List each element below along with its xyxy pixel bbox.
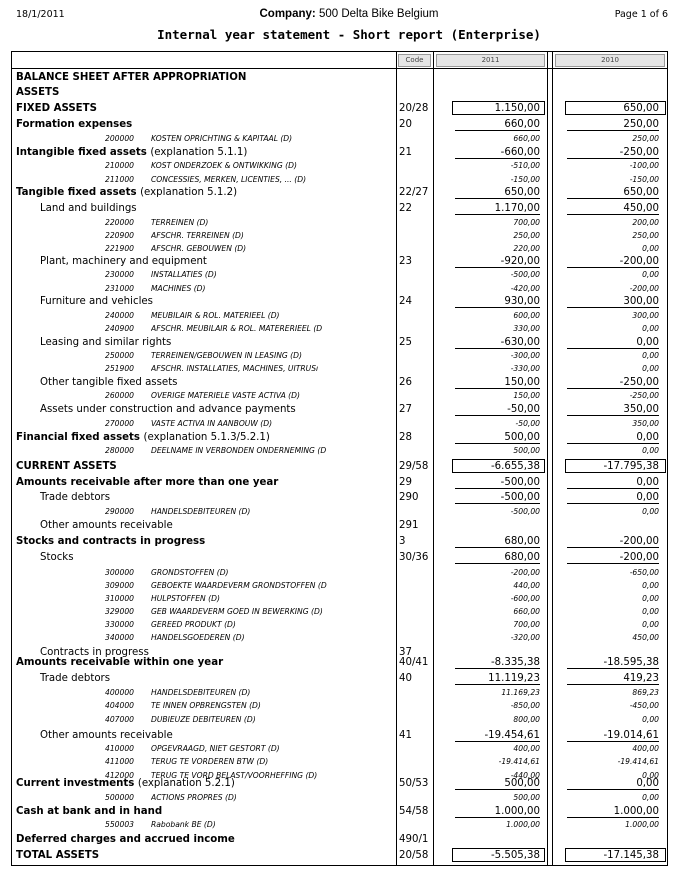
account-amount-2011: 660,00 bbox=[513, 607, 540, 616]
account-amount-2010: 0,00 bbox=[642, 620, 659, 629]
amount-2011: 500,00 bbox=[455, 778, 540, 790]
amount-2010: -200,00 bbox=[567, 256, 659, 268]
account-number: 280000 bbox=[105, 446, 134, 455]
account-amount-2010: 250,00 bbox=[632, 231, 659, 240]
page-indicator: Page 1 of 6 bbox=[614, 9, 668, 20]
account-amount-2011: 500,00 bbox=[513, 793, 540, 802]
account-amount-2010: 0,00 bbox=[642, 771, 659, 780]
account-amount-2010: 1.000,00 bbox=[625, 820, 659, 829]
row-label-text: Intangible fixed assets bbox=[16, 147, 147, 158]
header-divider bbox=[11, 68, 668, 69]
company-heading bbox=[0, 8, 698, 20]
row-label bbox=[16, 834, 235, 845]
row-label bbox=[16, 477, 278, 488]
column-header-code: Code bbox=[398, 54, 431, 67]
account-amount-2010: -250,00 bbox=[629, 391, 659, 400]
account-description: ACTIONS PROPRES (D) bbox=[151, 793, 237, 802]
account-description: Rabobank BE (D) bbox=[151, 820, 216, 829]
amount-2011: -500,00 bbox=[455, 477, 540, 489]
account-amount-2010: 0,00 bbox=[642, 446, 659, 455]
account-number: 200000 bbox=[105, 134, 134, 143]
row-code: 3 bbox=[399, 536, 406, 547]
account-amount-2010: 250,00 bbox=[632, 134, 659, 143]
amount-2011: -630,00 bbox=[455, 337, 540, 349]
account-description: TERREINEN/GEBOUWEN IN LEASING (D) bbox=[151, 351, 302, 360]
account-amount-2010: 0,00 bbox=[642, 581, 659, 590]
column-header-2010: 2010 bbox=[555, 54, 665, 67]
account-number: 221900 bbox=[105, 244, 134, 253]
row-code: 29 bbox=[399, 477, 412, 488]
row-code: 21 bbox=[399, 147, 412, 158]
account-amount-2011: -500,00 bbox=[510, 270, 540, 279]
amount-2011: -660,00 bbox=[455, 147, 540, 159]
row-label bbox=[40, 404, 296, 415]
account-amount-2011: 660,00 bbox=[513, 134, 540, 143]
row-label bbox=[40, 256, 207, 267]
row-explanation-note: (explanation 5.1.2) bbox=[140, 187, 238, 198]
column-separator bbox=[547, 51, 548, 866]
row-code: 20/28 bbox=[399, 103, 429, 114]
row-code: 50/53 bbox=[399, 778, 429, 789]
account-number: 230000 bbox=[105, 270, 134, 279]
account-number: 251900 bbox=[105, 364, 134, 373]
amount-2011: 680,00 bbox=[455, 536, 540, 548]
row-label bbox=[16, 850, 99, 861]
row-label-text: Contracts in progress bbox=[40, 647, 149, 658]
row-label-text: Other amounts receivable bbox=[40, 730, 173, 741]
amount-2010: -200,00 bbox=[567, 536, 659, 548]
row-code: 28 bbox=[399, 432, 412, 443]
row-label bbox=[16, 119, 132, 130]
account-description: TERUG TE VORD BELAST/VOORHEFFING (D) bbox=[151, 771, 318, 780]
amount-2011: -920,00 bbox=[455, 256, 540, 268]
account-description: KOST ONDERZOEK & ONTWIKKING (D) bbox=[151, 161, 297, 170]
account-amount-2011: -500,00 bbox=[510, 507, 540, 516]
account-amount-2010: 0,00 bbox=[642, 351, 659, 360]
row-code: 54/58 bbox=[399, 806, 429, 817]
row-code: 37 bbox=[399, 647, 412, 658]
row-label-text: Tangible fixed assets bbox=[16, 187, 137, 198]
account-number: 211000 bbox=[105, 175, 134, 184]
amount-2010: -19.014,61 bbox=[567, 730, 659, 742]
account-description: HANDELSDEBITEUREN (D) bbox=[151, 507, 251, 516]
amount-2011: 1.000,00 bbox=[455, 806, 540, 818]
account-number: 210000 bbox=[105, 161, 134, 170]
column-header-2011: 2011 bbox=[436, 54, 545, 67]
account-number: 240000 bbox=[105, 311, 134, 320]
row-label bbox=[40, 203, 137, 214]
amount-2010: 0,00 bbox=[567, 492, 659, 504]
account-number: 500000 bbox=[105, 793, 134, 802]
account-description: GEBOEKTE WAARDEVERM GRONDSTOFFEN (D bbox=[151, 581, 327, 590]
column-separator bbox=[396, 51, 397, 866]
row-label-text: CURRENT ASSETS bbox=[16, 461, 117, 472]
row-explanation-note: (explanation 5.2.1) bbox=[137, 778, 235, 789]
account-amount-2011: -320,00 bbox=[510, 633, 540, 642]
account-description: MACHINES (D) bbox=[151, 284, 206, 293]
account-description: DUBIEUZE DEBITEUREN (D) bbox=[151, 715, 256, 724]
row-code: 40 bbox=[399, 673, 412, 684]
account-number: 550003 bbox=[105, 820, 134, 829]
amount-2010: -250,00 bbox=[567, 147, 659, 159]
account-amount-2010: 0,00 bbox=[642, 507, 659, 516]
account-description: KOSTEN OPRICHTING & KAPITAAL (D) bbox=[151, 134, 293, 143]
account-number: 220900 bbox=[105, 231, 134, 240]
account-description: VASTE ACTIVA IN AANBOUW (D) bbox=[151, 419, 273, 428]
account-description: TERREINEN (D) bbox=[151, 218, 209, 227]
account-amount-2011: -600,00 bbox=[510, 594, 540, 603]
row-label bbox=[16, 147, 247, 158]
row-label-text: Formation expenses bbox=[16, 119, 133, 130]
account-amount-2011: 500,00 bbox=[513, 446, 540, 455]
row-label-text: Other tangible fixed assets bbox=[40, 377, 178, 388]
row-code: 20/58 bbox=[399, 850, 429, 861]
account-number: 270000 bbox=[105, 419, 134, 428]
account-amount-2011: 150,00 bbox=[513, 391, 540, 400]
account-amount-2010: 0,00 bbox=[642, 594, 659, 603]
account-description: HANDELSDEBITEUREN (D) bbox=[151, 688, 251, 697]
account-amount-2010: -200,00 bbox=[629, 284, 659, 293]
row-label-text: ASSETS bbox=[16, 87, 60, 98]
account-number: 300000 bbox=[105, 568, 134, 577]
account-number: 290000 bbox=[105, 507, 134, 516]
account-description: MEUBILAIR & ROL. MATERIEEL (D) bbox=[151, 311, 280, 320]
amount-2010: 1.000,00 bbox=[567, 806, 659, 818]
amount-2011: -50,00 bbox=[455, 404, 540, 416]
account-amount-2011: 250,00 bbox=[513, 231, 540, 240]
amount-2011: 930,00 bbox=[455, 296, 540, 308]
account-amount-2011: -150,00 bbox=[510, 175, 540, 184]
row-label bbox=[16, 806, 162, 817]
row-label bbox=[16, 657, 223, 668]
report-date: 18/1/2011 bbox=[16, 9, 65, 20]
account-number: 412000 bbox=[105, 771, 134, 780]
account-amount-2011: 400,00 bbox=[513, 744, 540, 753]
account-amount-2011: 440,00 bbox=[513, 581, 540, 590]
account-amount-2011: -200,00 bbox=[510, 568, 540, 577]
amount-2011: 660,00 bbox=[455, 119, 540, 131]
row-code: 490/1 bbox=[399, 834, 429, 845]
account-amount-2010: 0,00 bbox=[642, 793, 659, 802]
account-amount-2011: 700,00 bbox=[513, 620, 540, 629]
account-amount-2011: 600,00 bbox=[513, 311, 540, 320]
account-amount-2011: 700,00 bbox=[513, 218, 540, 227]
amount-2010: 0,00 bbox=[567, 778, 659, 790]
account-number: 260000 bbox=[105, 391, 134, 400]
row-code: 26 bbox=[399, 377, 412, 388]
row-label-text: Land and buildings bbox=[40, 203, 137, 214]
amount-2010: 250,00 bbox=[567, 119, 659, 131]
row-label bbox=[16, 187, 237, 198]
account-description: AFSCHR. TERREINEN (D) bbox=[151, 231, 244, 240]
account-description: GEREED PRODUKT (D) bbox=[151, 620, 236, 629]
amount-2011: 650,00 bbox=[455, 187, 540, 199]
account-amount-2011: -19.414,61 bbox=[498, 757, 540, 766]
row-label bbox=[40, 552, 74, 563]
account-description: AFSCHR. MEUBILAIR & ROL. MATERERIEEL (D bbox=[151, 324, 323, 333]
row-label-text: TOTAL ASSETS bbox=[16, 850, 100, 861]
account-amount-2011: -420,00 bbox=[510, 284, 540, 293]
row-label bbox=[40, 520, 173, 531]
account-number: 310000 bbox=[105, 594, 134, 603]
row-label bbox=[16, 432, 270, 443]
amount-2011: 11.119,23 bbox=[455, 673, 540, 685]
amount-2010: -200,00 bbox=[567, 552, 659, 564]
amount-2010: 0,00 bbox=[567, 477, 659, 489]
amount-2011: -6.655,38 bbox=[490, 461, 540, 472]
amount-2011: 500,00 bbox=[455, 432, 540, 444]
row-code: 25 bbox=[399, 337, 412, 348]
amount-2010: 650,00 bbox=[567, 187, 659, 199]
account-number: 340000 bbox=[105, 633, 134, 642]
account-amount-2010: -100,00 bbox=[629, 161, 659, 170]
row-label-text: Furniture and vehicles bbox=[40, 296, 153, 307]
row-label-text: Plant, machinery and equipment bbox=[40, 256, 207, 267]
amount-2010: 0,00 bbox=[567, 337, 659, 349]
account-amount-2010: 450,00 bbox=[632, 633, 659, 642]
account-amount-2010: 0,00 bbox=[642, 715, 659, 724]
row-code: 291 bbox=[399, 520, 419, 531]
row-label bbox=[16, 103, 97, 114]
row-label bbox=[40, 337, 171, 348]
row-label-text: Leasing and similar rights bbox=[40, 337, 172, 348]
row-label bbox=[16, 536, 205, 547]
row-label-text: Assets under construction and advance payments bbox=[40, 404, 296, 415]
row-label bbox=[40, 673, 110, 684]
row-code: 290 bbox=[399, 492, 419, 503]
row-label-text: BALANCE SHEET AFTER APPROPRIATION bbox=[16, 72, 247, 83]
row-code: 41 bbox=[399, 730, 412, 741]
account-amount-2010: 0,00 bbox=[642, 364, 659, 373]
account-description: HULPSTOFFEN (D) bbox=[151, 594, 220, 603]
amount-2011: 1.170,00 bbox=[455, 203, 540, 215]
amount-2010: 300,00 bbox=[567, 296, 659, 308]
account-amount-2011: -510,00 bbox=[510, 161, 540, 170]
row-code: 30/36 bbox=[399, 552, 429, 563]
account-description: GRONDSTOFFEN (D) bbox=[151, 568, 229, 577]
account-number: 240900 bbox=[105, 324, 134, 333]
report-title: Internal year statement - Short report (Enterprise) bbox=[157, 27, 541, 42]
account-amount-2010: -650,00 bbox=[629, 568, 659, 577]
row-label bbox=[40, 296, 153, 307]
amount-2011: -500,00 bbox=[455, 492, 540, 504]
amount-2010: 419,23 bbox=[567, 673, 659, 685]
amount-2010: 650,00 bbox=[623, 103, 659, 114]
account-description: CONCESSIES, MERKEN, LICENTIES, ... (D) bbox=[151, 175, 307, 184]
row-label bbox=[16, 72, 246, 83]
row-label-text: Financial fixed assets bbox=[16, 432, 140, 443]
account-number: 220000 bbox=[105, 218, 134, 227]
account-number: 400000 bbox=[105, 688, 134, 697]
account-amount-2011: -50,00 bbox=[515, 419, 540, 428]
account-description: TE INNEN OPBRENGSTEN (D) bbox=[151, 701, 261, 710]
row-code: 23 bbox=[399, 256, 412, 267]
amount-2010: 450,00 bbox=[567, 203, 659, 215]
account-description: AFSCHR. GEBOUWEN (D) bbox=[151, 244, 247, 253]
row-label-text: Cash at bank and in hand bbox=[16, 806, 163, 817]
amount-2011: 1.150,00 bbox=[494, 103, 540, 114]
account-amount-2011: 330,00 bbox=[513, 324, 540, 333]
row-explanation-note: (explanation 5.1.3/5.2.1) bbox=[143, 432, 270, 443]
account-amount-2010: 869,23 bbox=[632, 688, 659, 697]
row-code: 22 bbox=[399, 203, 412, 214]
account-amount-2011: -330,00 bbox=[510, 364, 540, 373]
account-amount-2010: -19.414,61 bbox=[617, 757, 659, 766]
row-code: 29/58 bbox=[399, 461, 429, 472]
account-description: AFSCHR. INSTALLATIES, MACHINES, UITRUSı bbox=[151, 364, 319, 373]
account-number: 309000 bbox=[105, 581, 134, 590]
account-amount-2011: -300,00 bbox=[510, 351, 540, 360]
account-amount-2011: 11.169,23 bbox=[501, 688, 540, 697]
row-label bbox=[16, 461, 117, 472]
account-amount-2011: 220,00 bbox=[513, 244, 540, 253]
row-label bbox=[40, 377, 178, 388]
row-label-text: Current investments bbox=[16, 778, 135, 789]
amount-2010: 0,00 bbox=[567, 432, 659, 444]
account-amount-2010: 0,00 bbox=[642, 244, 659, 253]
account-number: 407000 bbox=[105, 715, 134, 724]
account-description: OPGEVRAAGD, NIET GESTORT (D) bbox=[151, 744, 280, 753]
account-description: TERUG TE VORDEREN BTW (D) bbox=[151, 757, 269, 766]
account-amount-2010: 200,00 bbox=[632, 218, 659, 227]
row-label-text: Trade debtors bbox=[40, 673, 111, 684]
amount-2010: -17.145,38 bbox=[603, 850, 659, 861]
row-code: 24 bbox=[399, 296, 412, 307]
account-number: 411000 bbox=[105, 757, 134, 766]
row-label-text: Other amounts receivable bbox=[40, 520, 173, 531]
row-label bbox=[40, 730, 173, 741]
amount-2010: -250,00 bbox=[567, 377, 659, 389]
row-label bbox=[16, 778, 235, 789]
row-label-text: Trade debtors bbox=[40, 492, 111, 503]
account-number: 250000 bbox=[105, 351, 134, 360]
row-label-text: FIXED ASSETS bbox=[16, 103, 97, 114]
row-code: 22/27 bbox=[399, 187, 429, 198]
account-amount-2010: 300,00 bbox=[632, 311, 659, 320]
row-explanation-note: (explanation 5.1.1) bbox=[150, 147, 248, 158]
row-label-text: Deferred charges and accrued income bbox=[16, 834, 235, 845]
account-number: 231000 bbox=[105, 284, 134, 293]
account-amount-2011: 1.000,00 bbox=[506, 820, 540, 829]
amount-2011: -5.505,38 bbox=[490, 850, 540, 861]
amount-2011: -19.454,61 bbox=[455, 730, 540, 742]
row-code: 40/41 bbox=[399, 657, 429, 668]
row-code: 27 bbox=[399, 404, 412, 415]
account-amount-2011: -440,00 bbox=[510, 771, 540, 780]
row-label-text: Amounts receivable after more than one year bbox=[16, 477, 279, 488]
account-description: OVERIGE MATERIELE VASTE ACTIVA (D) bbox=[151, 391, 300, 400]
account-number: 410000 bbox=[105, 744, 134, 753]
amount-2011: 150,00 bbox=[455, 377, 540, 389]
company-name: 500 Delta Bike Belgium bbox=[318, 8, 439, 20]
account-amount-2010: -450,00 bbox=[629, 701, 659, 710]
account-amount-2011: -850,00 bbox=[510, 701, 540, 710]
account-amount-2010: 0,00 bbox=[642, 270, 659, 279]
account-number: 404000 bbox=[105, 701, 134, 710]
amount-2011: 680,00 bbox=[455, 552, 540, 564]
row-label bbox=[16, 87, 59, 98]
account-amount-2010: 400,00 bbox=[632, 744, 659, 753]
row-label-text: Stocks bbox=[40, 552, 74, 563]
account-amount-2010: 350,00 bbox=[632, 419, 659, 428]
account-amount-2010: -150,00 bbox=[629, 175, 659, 184]
amount-2010: -17.795,38 bbox=[603, 461, 659, 472]
row-label-text: Amounts receivable within one year bbox=[16, 657, 224, 668]
amount-2011: -8.335,38 bbox=[455, 657, 540, 669]
account-amount-2011: 800,00 bbox=[513, 715, 540, 724]
amount-2010: -18.595,38 bbox=[567, 657, 659, 669]
account-description: GEB WAARDEVERM GOED IN BEWERKING (D) bbox=[151, 607, 323, 616]
column-separator bbox=[552, 51, 553, 866]
account-amount-2010: 0,00 bbox=[642, 607, 659, 616]
account-amount-2010: 0,00 bbox=[642, 324, 659, 333]
row-label bbox=[40, 492, 110, 503]
account-description: DEELNAME IN VERBONDEN ONDERNEMING (D bbox=[151, 446, 327, 455]
company-label: Company: bbox=[259, 8, 316, 20]
row-label-text: Stocks and contracts in progress bbox=[16, 536, 206, 547]
row-code: 20 bbox=[399, 119, 412, 130]
account-description: HANDELSGOEDEREN (D) bbox=[151, 633, 245, 642]
account-description: INSTALLATIES (D) bbox=[151, 270, 217, 279]
account-number: 330000 bbox=[105, 620, 134, 629]
amount-2010: 350,00 bbox=[567, 404, 659, 416]
account-number: 329000 bbox=[105, 607, 134, 616]
column-separator bbox=[433, 51, 434, 866]
